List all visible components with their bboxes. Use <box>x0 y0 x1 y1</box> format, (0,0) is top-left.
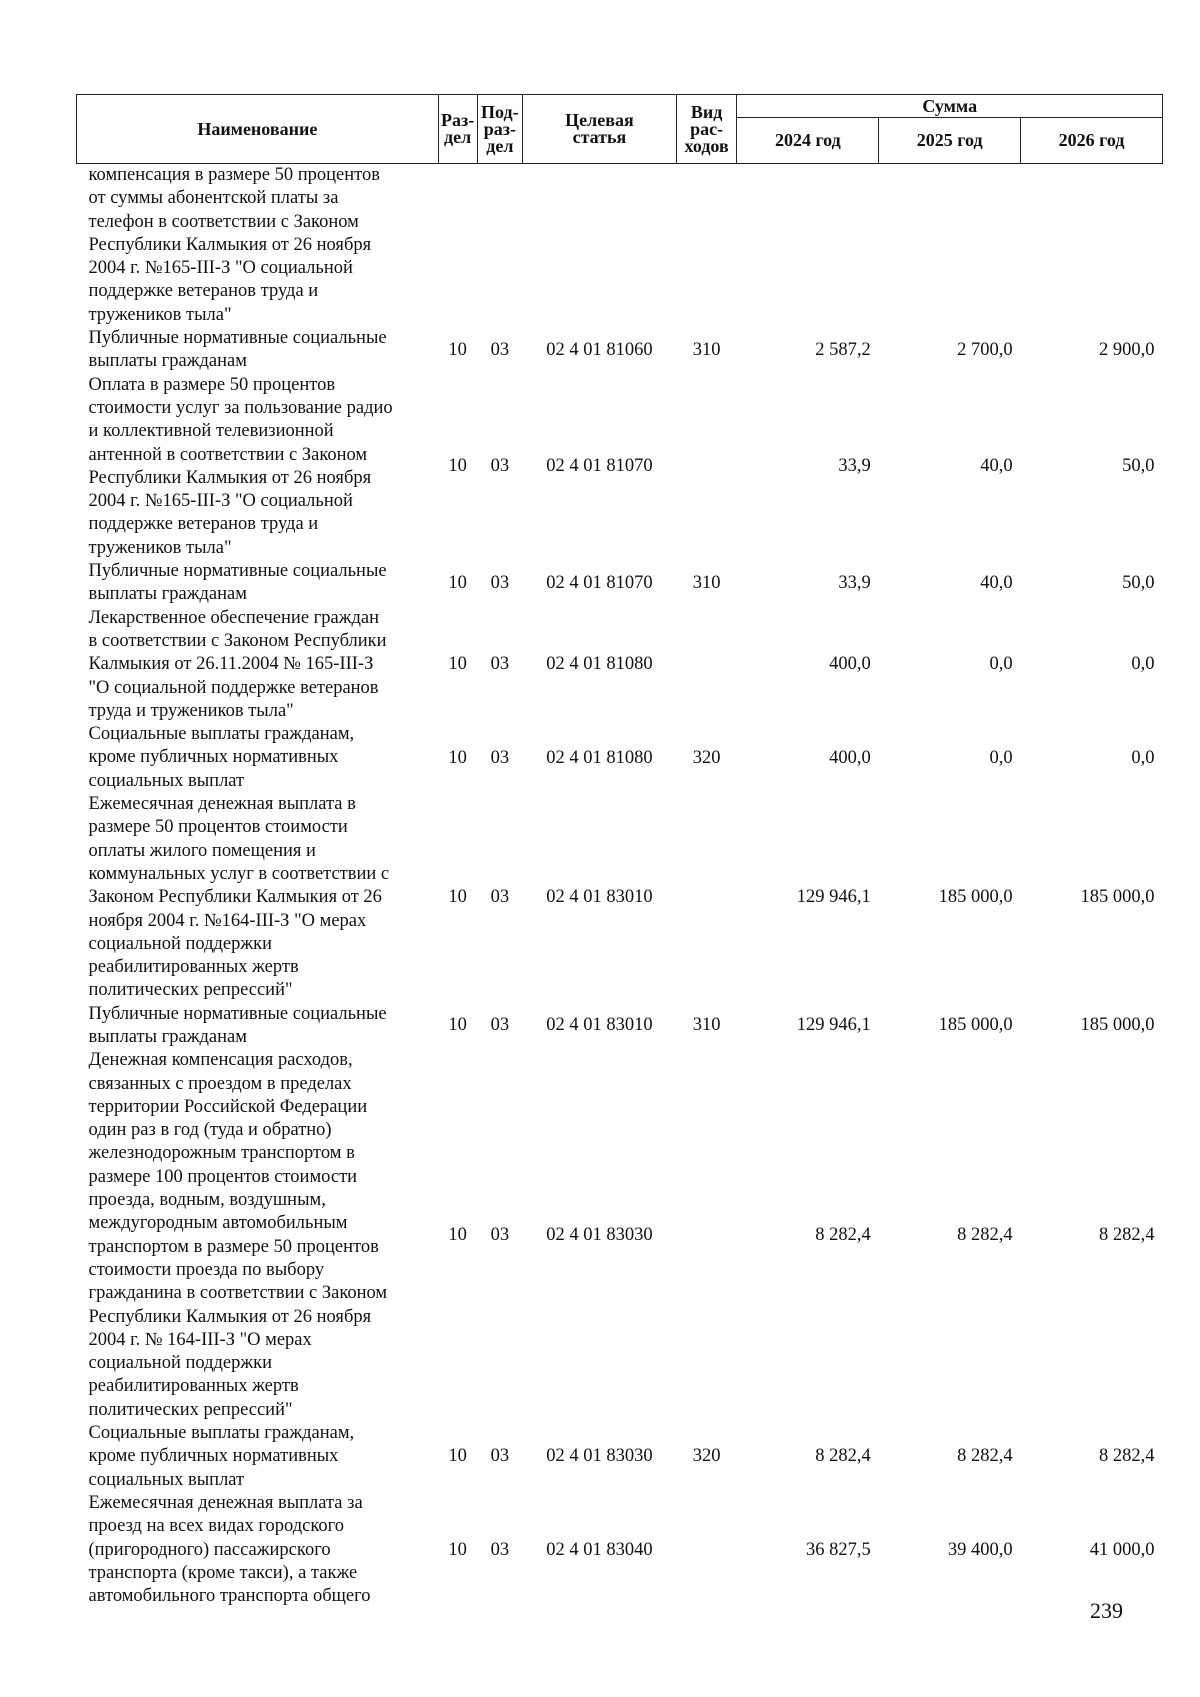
row-expense-type <box>676 374 737 560</box>
row-name-line: Денежная компенсация расходов, <box>88 1050 353 1071</box>
row-target <box>523 164 677 328</box>
row-expense-type <box>676 793 737 1003</box>
row-name-line: 2004 г. №165-III-З "О социальной <box>88 491 353 512</box>
row-name-line: кроме публичных нормативных <box>88 747 339 768</box>
row-sum-2025: 40,0 <box>980 456 1013 477</box>
row-name-line: размере 50 процентов стоимости <box>88 817 348 838</box>
row-sum-2025: 185 000,0 <box>938 1015 1013 1036</box>
row-name-line: выплаты гражданам <box>88 351 247 372</box>
row-name-line: проезда, водным, воздушным, <box>88 1190 326 1211</box>
header-name: Наименование <box>77 95 439 164</box>
row-name-line: от суммы абонентской платы за <box>88 188 339 209</box>
row-name-line: стоимости услуг за пользование радио <box>88 397 393 418</box>
row-sum-2026: 0,0 <box>1131 654 1155 675</box>
row-name-line: социальной поддержки <box>88 1353 273 1374</box>
row-name <box>77 1003 439 1050</box>
row-subsection: 03 <box>490 1446 510 1467</box>
row-section: 10 <box>448 1446 467 1467</box>
header-expense-type: Вид рас- ходов <box>676 95 737 164</box>
row-name <box>77 607 439 723</box>
row-name-line: труда и тружеников тыла" <box>88 700 294 721</box>
row-target: 02 4 01 81070 <box>546 456 653 477</box>
row-sum-2025: 8 282,4 <box>957 1446 1013 1467</box>
row-name-line: ноября 2004 г. №164-III-З "О мерах <box>88 910 367 931</box>
row-section: 10 <box>448 747 467 768</box>
row-name-line: кроме публичных нормативных <box>88 1446 339 1467</box>
row-name-line: выплаты гражданам <box>88 1026 247 1047</box>
row-name-line: гражданина в соответствии с Законом <box>88 1283 388 1304</box>
row-name-line: "О социальной поддержке ветеранов <box>88 677 379 698</box>
row-expense-type: 310 <box>692 572 721 593</box>
table-row <box>77 723 1163 793</box>
row-expense-type: 310 <box>692 339 721 360</box>
row-name-line: Публичные нормативные социальные <box>88 1003 387 1024</box>
row-target: 02 4 01 83030 <box>546 1225 653 1246</box>
row-name-line: 2004 г. №165-III-З "О социальной <box>88 258 353 279</box>
table-row <box>77 1003 1163 1050</box>
row-sum-2025: 8 282,4 <box>957 1225 1013 1246</box>
row-sum-2025: 0,0 <box>989 747 1013 768</box>
row-sum-2024: 400,0 <box>829 747 871 768</box>
row-name-line: и коллективной телевизионной <box>88 421 334 442</box>
row-sum-2024: 8 282,4 <box>815 1225 871 1246</box>
row-subsection: 03 <box>490 887 510 908</box>
row-section: 10 <box>448 456 467 477</box>
row-name-line: социальных выплат <box>88 1469 245 1490</box>
row-name-line: коммунальных услуг в соответствии с <box>88 863 390 884</box>
row-name-line: антенной в соответствии с Законом <box>88 444 368 465</box>
row-name <box>77 164 439 328</box>
row-name <box>77 793 439 1003</box>
row-name-line: реабилитированных жертв <box>88 957 299 978</box>
row-name <box>77 1049 439 1422</box>
row-sum-2024 <box>737 164 879 328</box>
row-sum-2024: 36 827,5 <box>806 1539 871 1560</box>
row-sum-2024: 33,9 <box>838 456 871 477</box>
row-name-line: компенсация в размере 50 процентов <box>88 165 380 185</box>
row-name-line: (пригородного) пассажирского <box>88 1539 331 1560</box>
row-sum-2026: 50,0 <box>1122 572 1155 593</box>
row-name-line: железнодорожным транспортом в <box>88 1143 355 1164</box>
row-section: 10 <box>448 572 467 593</box>
row-sum-2024: 33,9 <box>838 572 871 593</box>
row-name-line: выплаты гражданам <box>88 584 247 605</box>
row-name-line: Социальные выплаты гражданам, <box>88 1423 355 1444</box>
row-sum-2026: 8 282,4 <box>1099 1446 1155 1467</box>
row-name-line: Публичные нормативные социальные <box>88 328 387 349</box>
row-section: 10 <box>448 339 467 360</box>
row-name-line: Калмыкия от 26.11.2004 № 165-III-З <box>88 654 374 675</box>
row-name-line: связанных с проездом в пределах <box>88 1073 352 1094</box>
row-sum-2026: 0,0 <box>1131 747 1155 768</box>
row-name-line: Республики Калмыкия от 26 ноября <box>88 467 372 488</box>
row-sum-2024: 400,0 <box>829 654 871 675</box>
row-target: 02 4 01 81080 <box>546 654 653 675</box>
row-expense-type: 320 <box>692 1446 721 1467</box>
row-name-line: в соответствии с Законом Республики <box>88 630 387 651</box>
row-expense-type: 320 <box>692 747 721 768</box>
row-section: 10 <box>448 654 467 675</box>
header-section: Раз- дел <box>438 95 477 164</box>
row-subsection: 03 <box>490 747 510 768</box>
row-subsection: 03 <box>490 654 510 675</box>
table-row <box>77 327 1163 374</box>
row-name-line: поддержке ветеранов труда и <box>88 514 319 535</box>
row-target: 02 4 01 83010 <box>546 1015 653 1036</box>
row-sum-2024: 129 946,1 <box>796 887 871 908</box>
row-name-line: Ежемесячная денежная выплата за <box>88 1492 363 1513</box>
row-name-line: социальных выплат <box>88 770 245 791</box>
row-name-line: территории Российской Федерации <box>88 1096 368 1117</box>
row-name-line: Республики Калмыкия от 26 ноября <box>88 234 372 255</box>
row-target: 02 4 01 83040 <box>546 1539 653 1560</box>
row-subsection: 03 <box>490 339 510 360</box>
budget-table <box>76 94 1163 1608</box>
row-name-line: телефон в соответствии с Законом <box>88 211 359 232</box>
table-row <box>77 374 1163 560</box>
row-subsection: 03 <box>490 1225 510 1246</box>
row-target: 02 4 01 81060 <box>546 339 653 360</box>
row-sum-2024: 2 587,2 <box>815 339 871 360</box>
row-target: 02 4 01 83010 <box>546 887 653 908</box>
row-sum-2026: 185 000,0 <box>1080 1015 1155 1036</box>
row-name <box>77 1422 439 1492</box>
row-name <box>77 374 439 560</box>
row-sum-2026: 41 000,0 <box>1089 1539 1155 1560</box>
row-name-line: оплаты жилого помещения и <box>88 840 316 861</box>
table-row <box>77 164 1163 328</box>
row-name-line: реабилитированных жертв <box>88 1376 299 1397</box>
row-sum-2025: 40,0 <box>980 572 1013 593</box>
row-sum-2025: 2 700,0 <box>957 339 1013 360</box>
row-name-line: Оплата в размере 50 процентов <box>88 374 336 395</box>
row-name-line: тружеников тыла" <box>88 304 232 325</box>
row-name-line: поддержке ветеранов труда и <box>88 281 319 302</box>
row-name-line: тружеников тыла" <box>88 537 232 558</box>
row-name-line: один раз в год (туда и обратно) <box>88 1120 332 1141</box>
row-sum-2025: 185 000,0 <box>938 887 1013 908</box>
row-sum-2025 <box>879 164 1021 328</box>
row-sum-2026: 185 000,0 <box>1080 887 1155 908</box>
row-name-line: Лекарственное обеспечение граждан <box>88 607 380 628</box>
header-year-2025: 2025 год <box>879 118 1021 164</box>
row-name-line: размере 100 процентов стоимости <box>88 1166 358 1187</box>
header-target: Целевая статья <box>523 95 677 164</box>
row-name-line: транспортом в размере 50 процентов <box>88 1236 379 1257</box>
row-name-line: политических репрессий" <box>88 980 293 1001</box>
table-row <box>77 607 1163 723</box>
row-target: 02 4 01 81070 <box>546 572 653 593</box>
row-name <box>77 723 439 793</box>
header-sum: Сумма <box>737 95 1163 118</box>
row-target: 02 4 01 81080 <box>546 747 653 768</box>
row-expense-type <box>676 164 737 328</box>
row-name-line: Республики Калмыкия от 26 ноября <box>88 1306 372 1327</box>
table-row <box>77 793 1163 1003</box>
row-name-line: автомобильного транспорта общего <box>88 1586 371 1607</box>
row-target: 02 4 01 83030 <box>546 1446 653 1467</box>
row-name <box>77 1492 439 1608</box>
header-subsection: Под- раз- дел <box>477 95 522 164</box>
row-section: 10 <box>448 887 467 908</box>
table-row <box>77 1049 1163 1422</box>
row-name-line: Социальные выплаты гражданам, <box>88 724 355 745</box>
row-sum-2024: 129 946,1 <box>796 1015 871 1036</box>
row-name-line: 2004 г. № 164-III-З "О мерах <box>88 1329 312 1350</box>
row-sum-2026 <box>1021 164 1163 328</box>
row-subsection: 03 <box>490 1015 510 1036</box>
row-name-line: социальной поддержки <box>88 933 273 954</box>
row-subsection: 03 <box>490 1539 510 1560</box>
row-section <box>438 164 477 328</box>
row-sum-2024: 8 282,4 <box>815 1446 871 1467</box>
row-subsection <box>477 164 522 328</box>
row-section: 10 <box>448 1015 467 1036</box>
row-subsection: 03 <box>490 572 510 593</box>
row-subsection: 03 <box>490 456 510 477</box>
row-name-line: стоимости проезда по выбору <box>88 1259 325 1280</box>
row-sum-2026: 2 900,0 <box>1099 339 1155 360</box>
table-row <box>77 1492 1163 1608</box>
row-name-line: междугородным автомобильным <box>88 1213 348 1234</box>
header-year-2026: 2026 год <box>1021 118 1163 164</box>
header-year-2024: 2024 год <box>737 118 879 164</box>
table-body <box>77 164 1163 1609</box>
table-row <box>77 1422 1163 1492</box>
row-expense-type <box>676 1049 737 1422</box>
row-sum-2026: 50,0 <box>1122 456 1155 477</box>
row-expense-type <box>676 1492 737 1608</box>
row-name-line: транспорта (кроме такси), а также <box>88 1562 358 1583</box>
row-name-line: проезд на всех видах городского <box>88 1516 344 1537</box>
page-number: 239 <box>1090 1598 1123 1623</box>
row-section: 10 <box>448 1539 467 1560</box>
row-name <box>77 560 439 607</box>
row-name-line: Публичные нормативные социальные <box>88 561 387 582</box>
row-name-line: Законом Республики Калмыкия от 26 <box>88 887 382 908</box>
table-header <box>77 95 1163 164</box>
row-name <box>77 327 439 374</box>
row-sum-2026: 8 282,4 <box>1099 1225 1155 1246</box>
row-sum-2025: 0,0 <box>989 654 1013 675</box>
row-name-line: политических репрессий" <box>88 1399 293 1420</box>
row-name-line: Ежемесячная денежная выплата в <box>88 794 356 815</box>
table-row <box>77 560 1163 607</box>
row-expense-type: 310 <box>692 1015 721 1036</box>
row-expense-type <box>676 607 737 723</box>
row-sum-2025: 39 400,0 <box>947 1539 1013 1560</box>
row-section: 10 <box>448 1225 467 1246</box>
